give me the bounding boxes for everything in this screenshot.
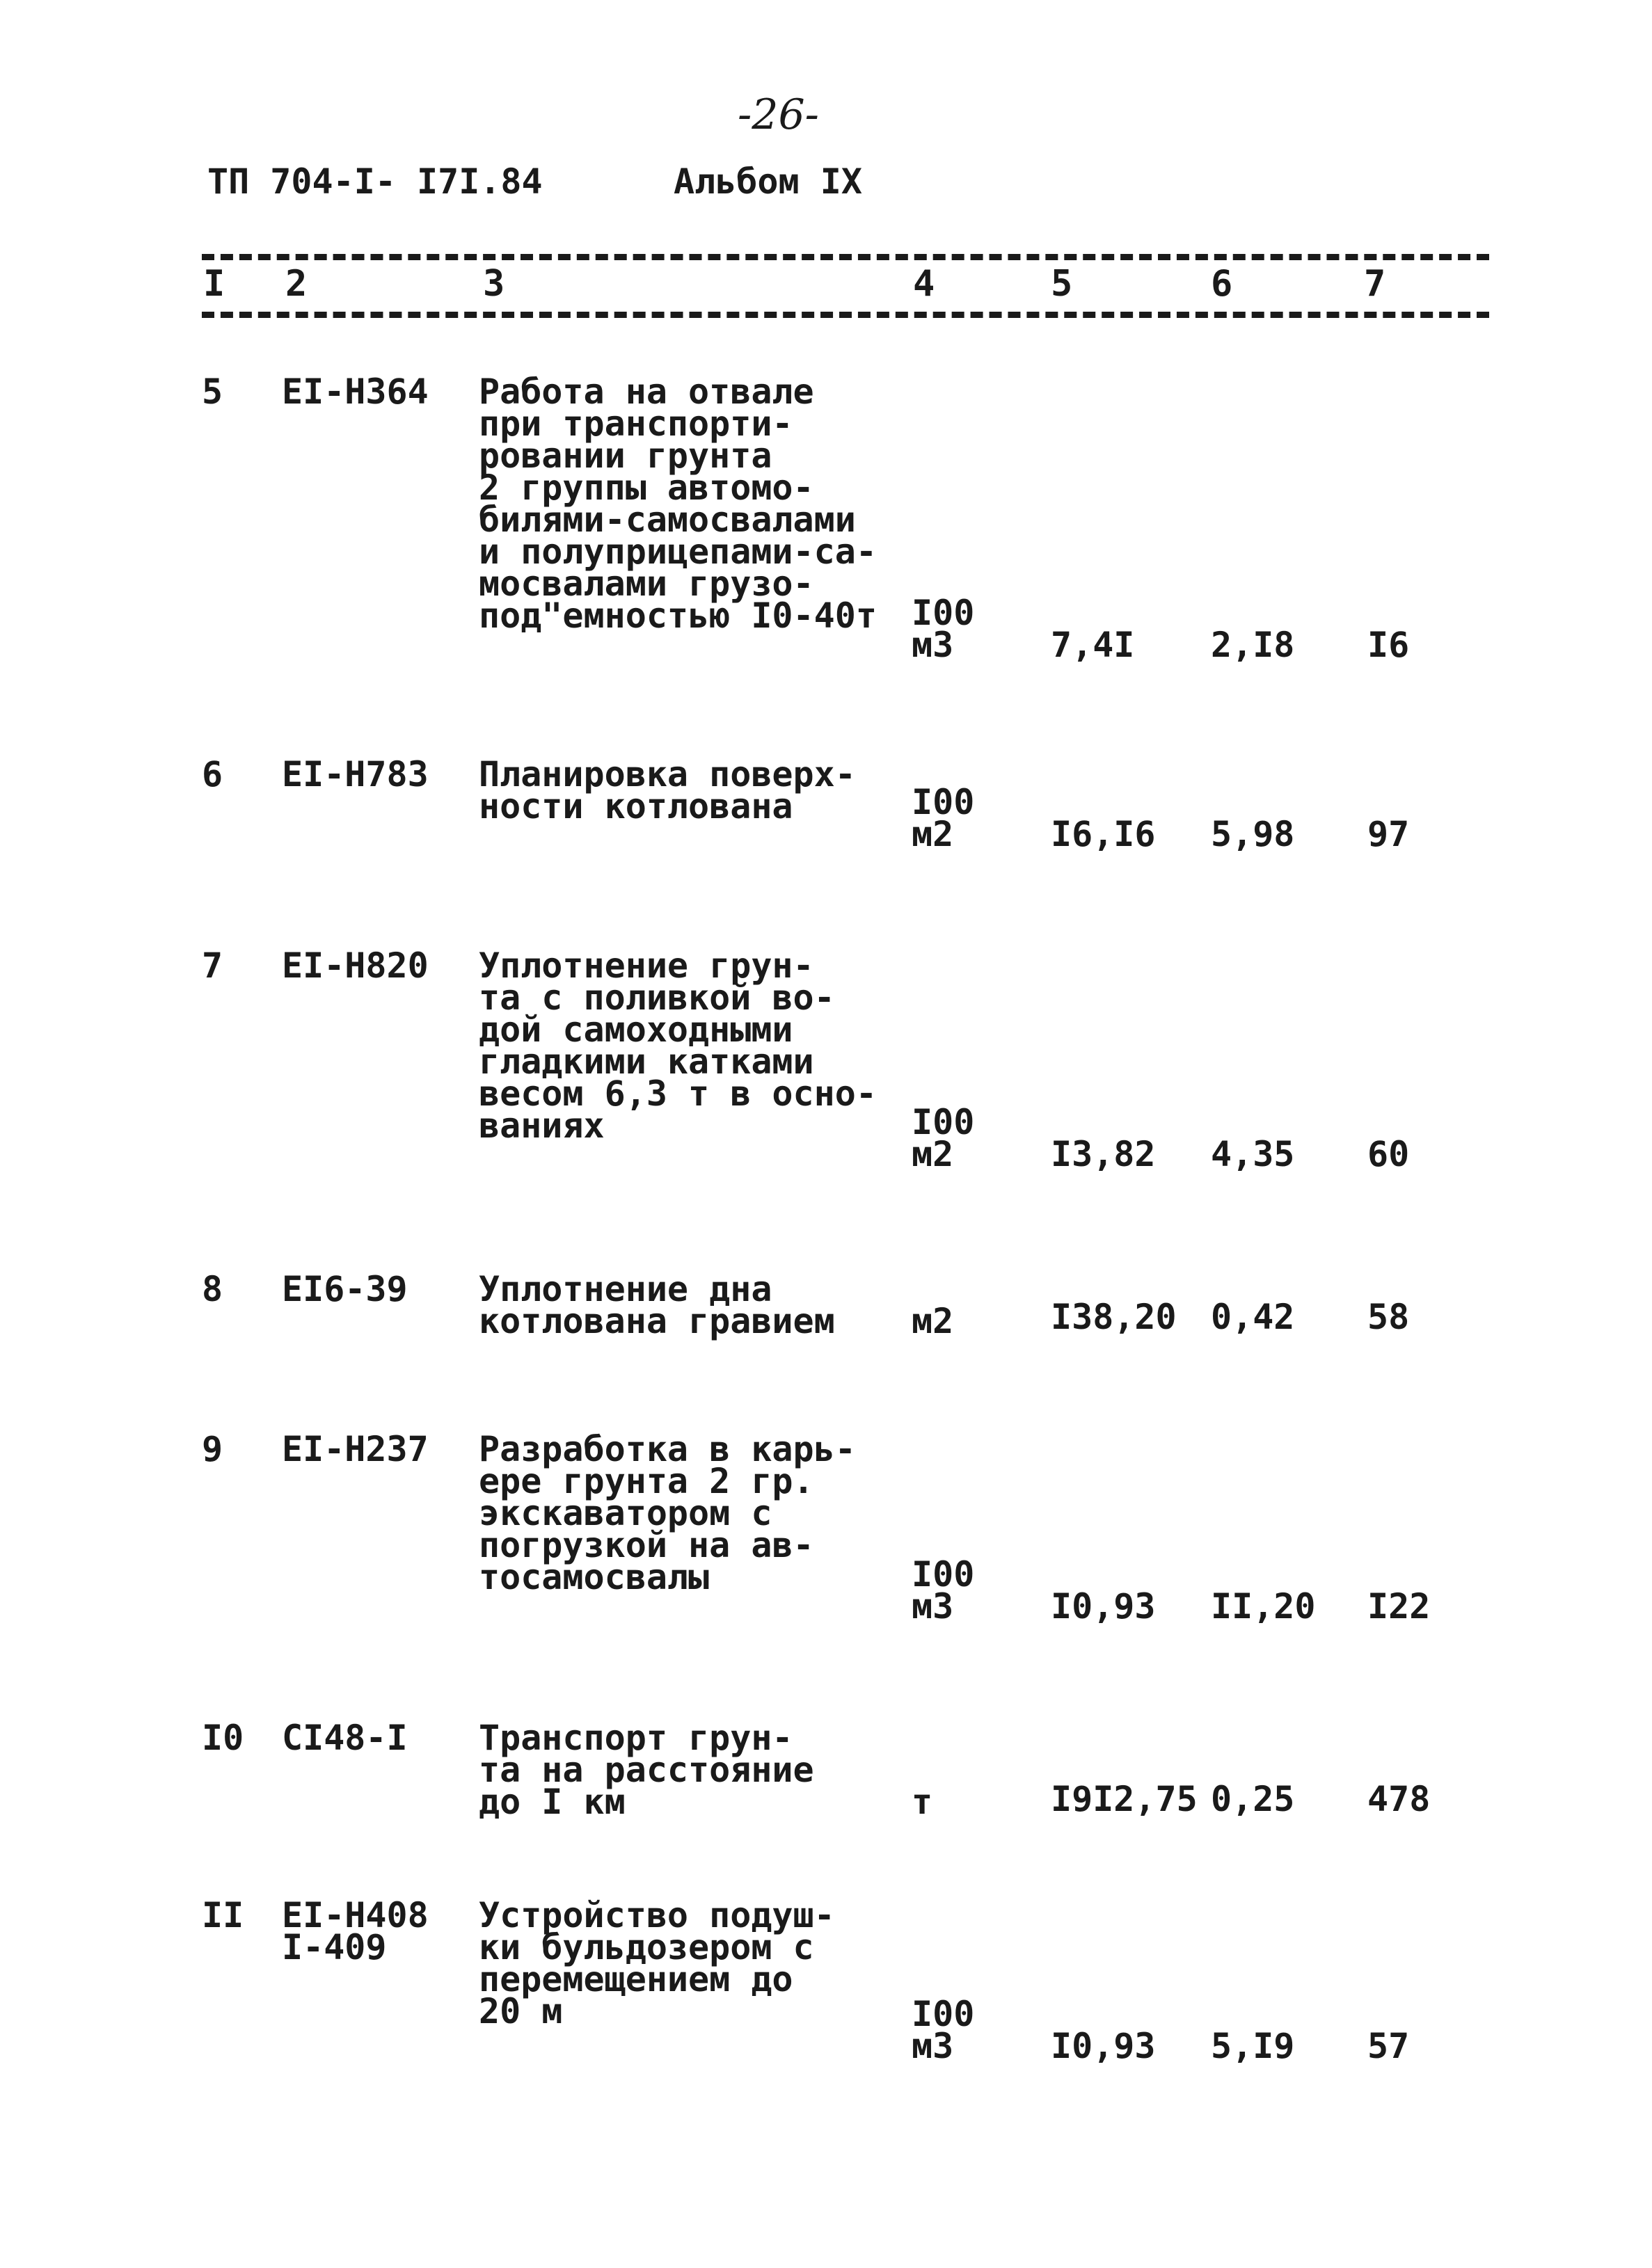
unit: I00 м2	[912, 782, 975, 854]
work-description: Разработка в карь- ере грунта 2 гр. экскаватором с погрузкой на ав- тосамосвалы	[479, 1429, 856, 1597]
value-col6: 0,25	[1211, 1779, 1295, 1819]
work-description: Уплотнение дна котлована гравием	[479, 1269, 835, 1341]
column-number-header	[0, 263, 1652, 305]
unit: м2	[912, 1301, 954, 1341]
header-rule-bottom	[202, 312, 1489, 318]
value-col5: I0,93	[1051, 2026, 1156, 2066]
row-number: 7	[202, 945, 223, 986]
work-description: Работа на отвале при транспорти- ровании грунта 2 группы автомо- билями-самосвалами и полуприцепами-са- мосвалами грузо- под"емностью I0-40т	[479, 372, 877, 636]
value-col6: II,20	[1211, 1586, 1316, 1627]
value-col5: 7,4I	[1051, 625, 1135, 665]
col-num-7: 7	[1364, 263, 1386, 305]
norm-code: EI-H237	[282, 1429, 429, 1469]
value-col7: 60	[1367, 1134, 1410, 1174]
document-code: ТП 704-I- I7I.84	[207, 161, 543, 202]
value-col7: I22	[1367, 1586, 1431, 1627]
value-col5: I6,I6	[1051, 814, 1156, 854]
col-num-6: 6	[1211, 263, 1233, 305]
value-col5: I0,93	[1051, 1586, 1156, 1627]
work-description: Уплотнение грун- та с поливкой во- дой самоходными гладкими катками весом 6,3 т в осно- ваниях	[479, 945, 877, 1146]
work-description: Устройство подуш- ки бульдозером с перемещением до 20 м	[479, 1895, 835, 2031]
value-col7: 57	[1367, 2026, 1410, 2066]
row-number: 6	[202, 754, 223, 794]
value-col5: I9I2,75	[1051, 1779, 1198, 1819]
col-num-2: 2	[285, 263, 308, 305]
value-col7: I6	[1367, 625, 1410, 665]
value-col6: 0,42	[1211, 1297, 1295, 1337]
value-col7: 58	[1367, 1297, 1410, 1337]
value-col7: 478	[1367, 1779, 1431, 1819]
unit: I00 м2	[912, 1102, 975, 1174]
unit: I00 м3	[912, 1554, 975, 1627]
row-number: 8	[202, 1269, 223, 1309]
norm-code: EI-H408 I-409	[282, 1895, 429, 1967]
album-label: Альбом IX	[674, 161, 862, 202]
unit: I00 м3	[912, 1994, 975, 2066]
work-description: Планировка поверх- ности котлована	[479, 754, 856, 826]
norm-code: EI-H364	[282, 372, 429, 412]
value-col6: 2,I8	[1211, 625, 1295, 665]
norm-code: EI-H820	[282, 945, 429, 986]
value-col6: 4,35	[1211, 1134, 1295, 1174]
unit: I00 м3	[912, 593, 975, 665]
col-num-1: I	[203, 263, 225, 305]
header-rule-top	[202, 254, 1489, 260]
norm-code: EI6-39	[282, 1269, 408, 1309]
row-number: 9	[202, 1429, 223, 1469]
row-number: 5	[202, 372, 223, 412]
row-number: II	[202, 1895, 244, 1935]
work-description: Транспорт грун- та на расстояние до I км	[479, 1718, 814, 1822]
value-col7: 97	[1367, 814, 1410, 854]
value-col5: I38,20	[1051, 1297, 1177, 1337]
norm-code: EI-H783	[282, 754, 429, 794]
unit: т	[912, 1782, 933, 1822]
value-col5: I3,82	[1051, 1134, 1156, 1174]
col-num-3: 3	[483, 263, 505, 305]
page-number: -26-	[738, 90, 819, 139]
col-num-5: 5	[1051, 263, 1073, 305]
row-number: I0	[202, 1718, 244, 1758]
norm-code: CI48-I	[282, 1718, 408, 1758]
value-col6: 5,I9	[1211, 2026, 1295, 2066]
col-num-4: 4	[913, 263, 935, 305]
value-col6: 5,98	[1211, 814, 1295, 854]
